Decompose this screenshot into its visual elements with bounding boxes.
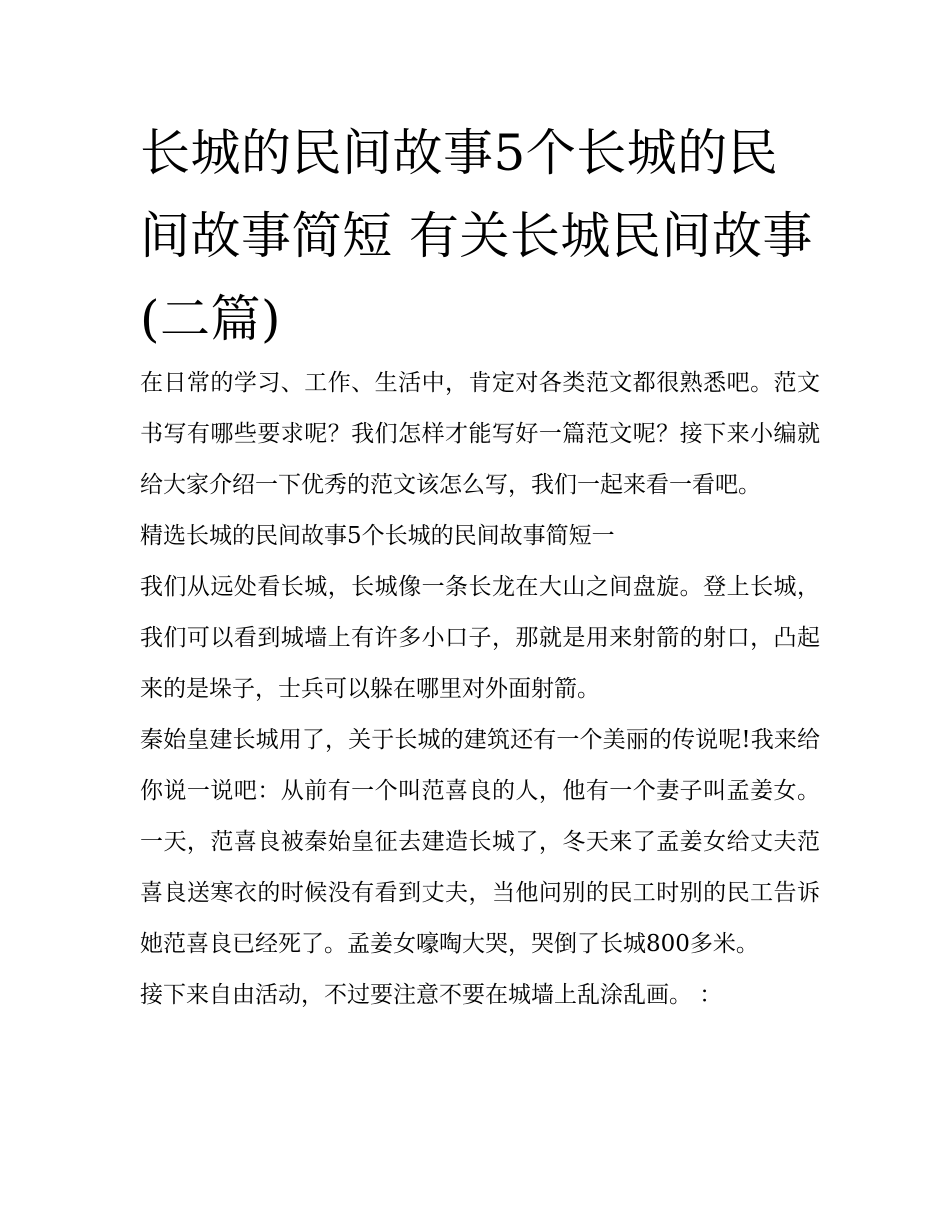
document-title: 长城的民间故事5个长城的民间故事简短 有关长城民间故事(二篇) [140,124,813,348]
body-paragraph: 接下来自由活动，不过要注意不要在城墙上乱涂乱画。 ： [140,982,723,1008]
intro-paragraph: 在日常的学习、工作、生活中，肯定对各类范文都很熟悉吧。范文书写有哪些要求呢？我们怎样才能写好一篇范文呢？接下来小编就给大家介绍一下优秀的范文该怎么写，我们一起来看一看吧。 [140,370,820,498]
body-paragraph: 我们从远处看长城，长城像一条长龙在大山之间盘旋。登上长城，我们可以看到城墙上有许多小口子，那就是用来射箭的射口，凸起来的是垛子，士兵可以躲在哪里对外面射箭。 [140,574,820,702]
document-body [140,358,820,1021]
section-heading: 精选长城的民间故事5个长城的民间故事简短一 [140,523,615,549]
body-paragraph: 秦始皇建长城用了，关于长城的建筑还有一个美丽的传说呢!我来给你说一说吧：从前有一个叫范喜良的人，他有一个妻子叫孟姜女。一天，范喜良被秦始皇征去建造长城了，冬天来了孟姜女给丈夫范喜良送寒衣的时候没有看到丈夫，当他问别的民工时别的民工告诉她范喜良已经死了。孟姜女嚎啕大哭，哭倒了长城800多米。 [140,727,820,957]
